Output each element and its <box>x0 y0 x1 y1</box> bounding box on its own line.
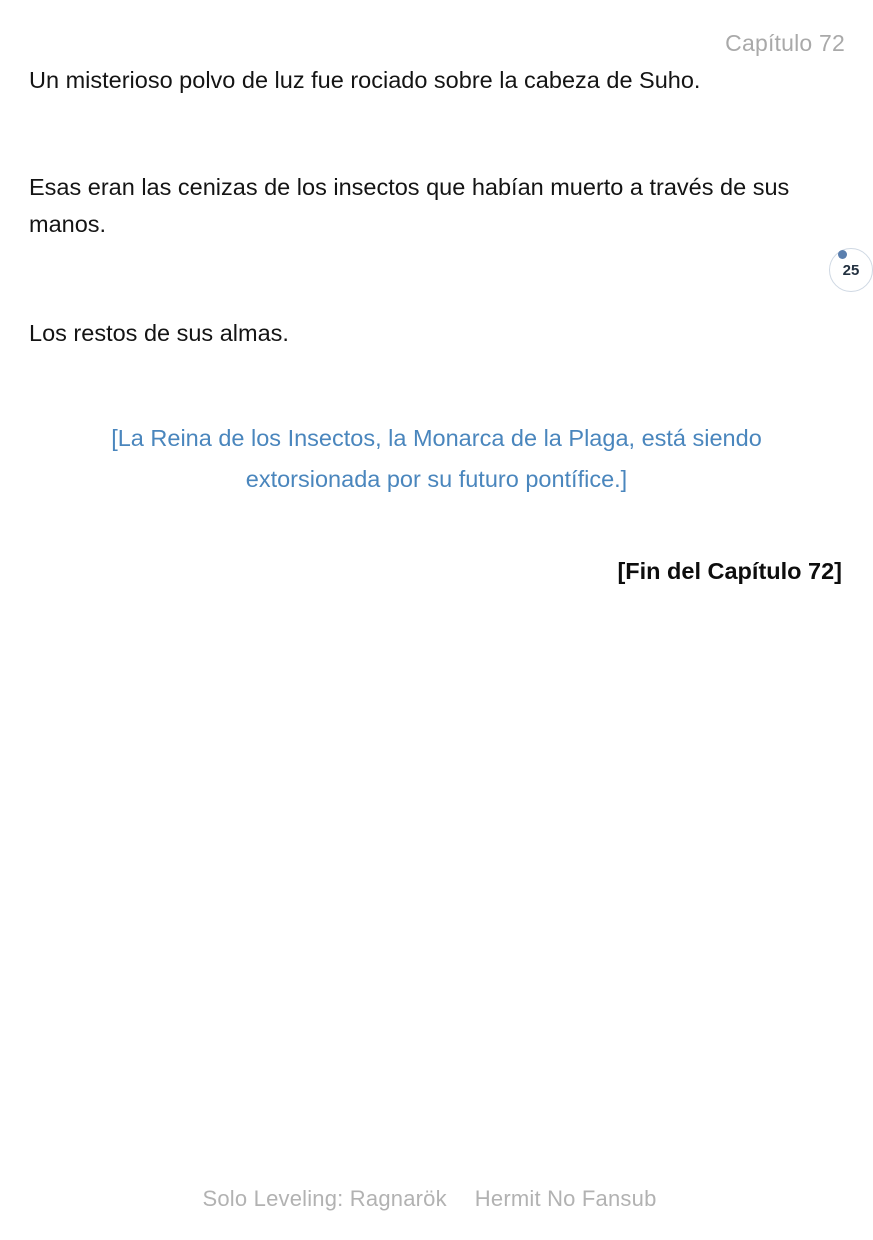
marker-dot-icon <box>838 250 847 259</box>
paragraph: Esas eran las cenizas de los insectos que habían muerto a través de sus manos. <box>29 174 790 237</box>
system-message: [La Reina de los Insectos, la Monarca de la Plaga, está siendo extorsionada por su futuro pontífice.] <box>111 425 762 492</box>
page-position-marker[interactable] <box>829 248 873 292</box>
page-footer <box>0 1186 873 1212</box>
footer-series-title: Solo Leveling: Ragnarök <box>202 1186 447 1211</box>
chapter-body <box>29 62 844 585</box>
paragraph: Un misterioso polvo de luz fue rociado sobre la cabeza de Suho. <box>29 67 701 93</box>
page-number: 25 <box>842 261 860 279</box>
chapter-label: Capítulo 72 <box>725 30 845 56</box>
chapter-end-label: [Fin del Capítulo 72] <box>617 558 842 584</box>
paragraph: Los restos de sus almas. <box>29 320 289 346</box>
footer-group-name: Hermit No Fansub <box>474 1186 657 1211</box>
